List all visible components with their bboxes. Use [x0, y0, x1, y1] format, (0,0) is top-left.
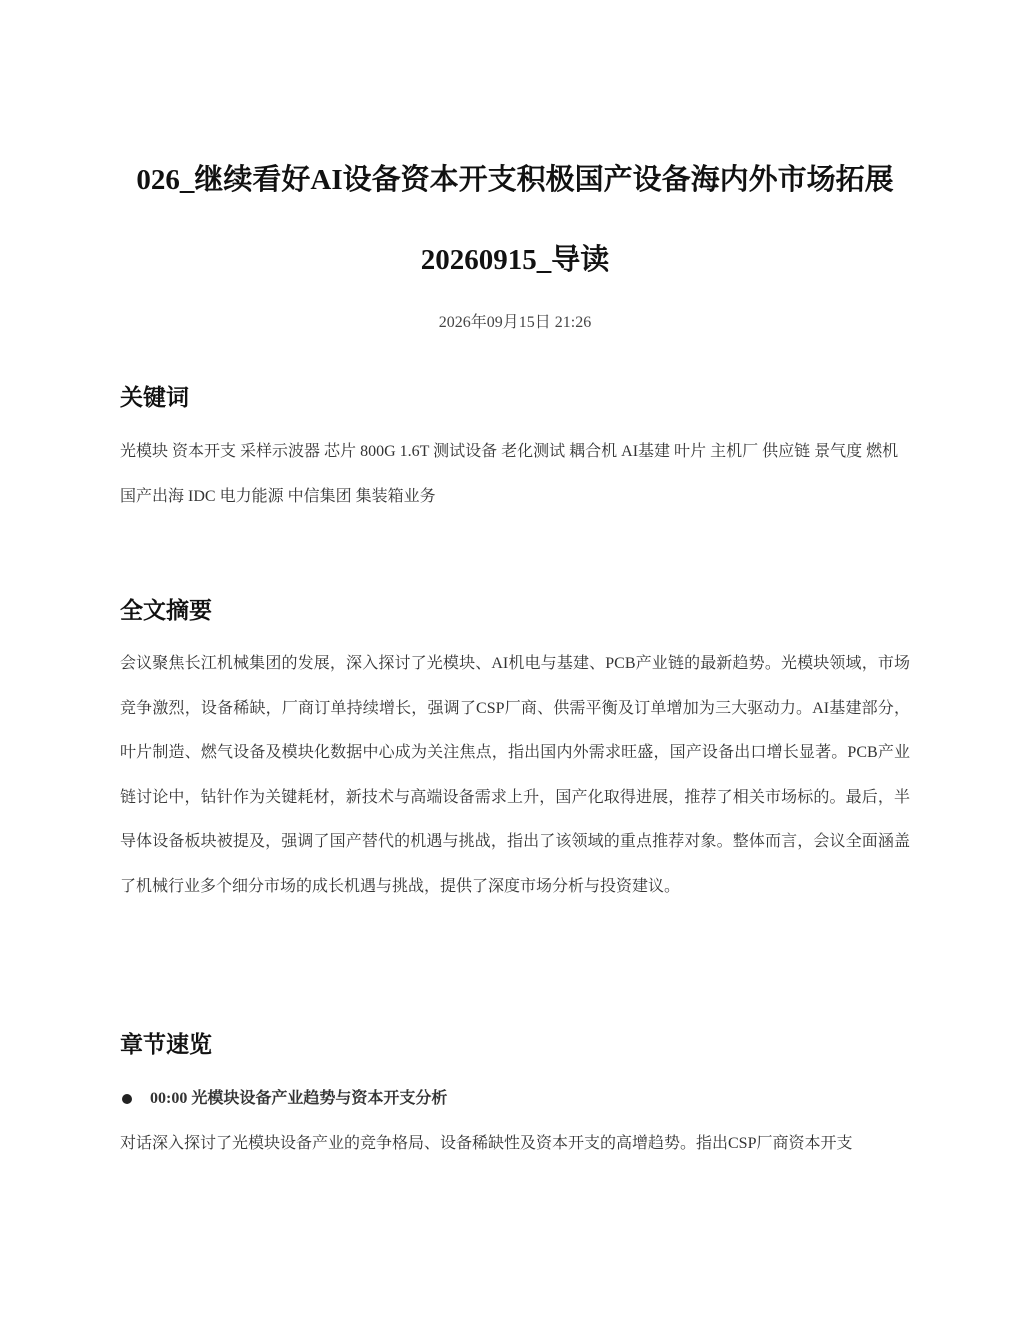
document-datetime: 2026年09月15日 21:26 [438, 314, 592, 331]
keyword: 耦合机 [569, 443, 618, 460]
document-page [120, 0, 910, 1320]
keyword: 资本开支 [172, 443, 237, 460]
keyword: 国产出海 [120, 487, 185, 505]
keyword: 景气度 [814, 443, 863, 460]
keyword: 中信集团 [287, 487, 352, 505]
keywords-heading: 关键词 [120, 385, 189, 411]
summary-heading: 全文摘要 [120, 598, 212, 624]
keyword: 采样示波器 [240, 443, 321, 460]
keyword: 供应链 [762, 443, 811, 460]
keyword: 燃机 [866, 443, 899, 460]
keyword: AI基建 [621, 443, 671, 460]
keyword: IDC [188, 487, 216, 505]
keyword: 测试设备 [433, 443, 498, 460]
keyword: 叶片 [674, 443, 707, 460]
chapter-title: 00:00 光模块设备产业趋势与资本开支分析 [150, 1090, 448, 1107]
bullet-icon [122, 1094, 132, 1104]
summary-text: 会议聚焦长江机械集团的发展，深入探讨了光模块、AI机电与基建、PCB产业链的最新趋势。光模块领域，市场竞争激烈，设备稀缺，厂商订单持续增长，强调了CSP厂商、供需平衡及订单增加为三大驱动力。AI基建部分，叶片制造、燃气设备及模块化数据中心成为关注焦点，指出国内外需求旺盛，国产设备出口增长显著。PCB产业链讨论中，钻针作为关键耗材，新技术与高端设备需求上升，国产化取得进展，推荐了相关市场标的。最后，半导体设备板块被提及，强调了国产替代的机遇与挑战，指出了该领域的重点推荐对象。整体而言，会议全面涵盖了机械行业多个细分市场的成长机遇与挑战，提供了深度市场分析与投资建议。 [120, 655, 910, 895]
chapter-item [120, 1086, 910, 1114]
document-title: 026_继续看好AI设备资本开支积极国产设备海内外市场拓展20260915_导读 [136, 164, 894, 276]
keyword: 光模块 [120, 443, 169, 460]
keyword: 老化测试 [501, 443, 566, 460]
keyword: 集装箱业务 [355, 487, 436, 505]
keyword: 800G [360, 443, 396, 460]
chapters-heading: 章节速览 [120, 1032, 212, 1058]
keyword: 电力能源 [219, 487, 284, 505]
keyword: 主机厂 [710, 443, 759, 460]
chapter-text: 对话深入探讨了光模块设备产业的竞争格局、设备稀缺性及资本开支的高增趋势。指出CSP厂商资本开支 [120, 1135, 853, 1152]
keyword: 1.6T [399, 443, 430, 460]
keywords-list [120, 430, 910, 519]
keyword: 芯片 [324, 443, 357, 460]
